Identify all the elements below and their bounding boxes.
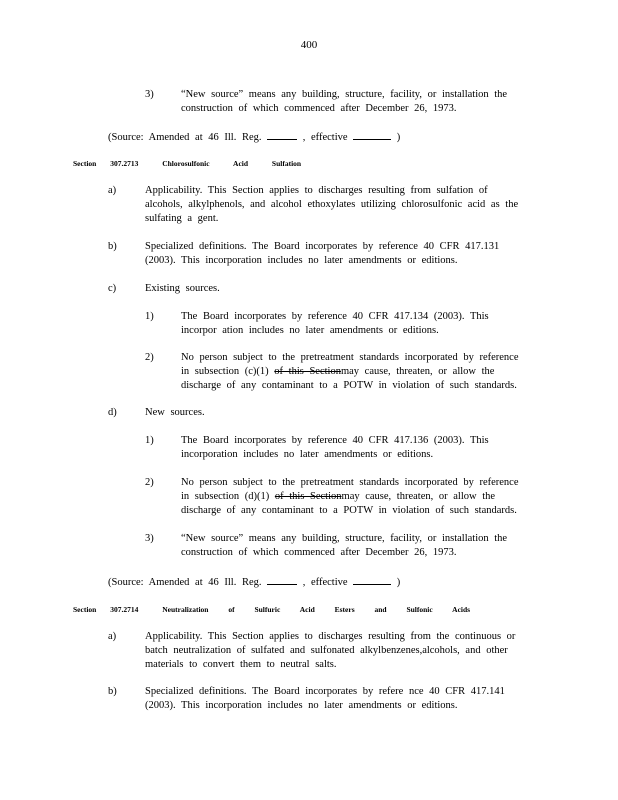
item-label: b) [108,241,117,252]
item-label: b) [108,686,117,697]
blank-line [267,129,297,140]
blank-line [353,574,391,585]
section-heading: Section 307.2713 Chlorosulfonic Acid Sulfation [73,159,302,168]
paragraph: Applicability. This Section applies to discharges resulting from the continuous or batch neutralization of sulfated and sulfonated alkylbenzenes,alcohols, and other materials to convert them to neutral salts. [145,631,516,670]
page-number: 400 [300,39,318,51]
paragraph: The Board incorporates by reference 40 CFR 417.136 (2003). This incorporation includes no later amendments or editions. [181,435,489,460]
paragraph: “New source” means any building, structure, facility, or installation the construction of which commenced after December 26, 1973. [181,533,508,558]
source-note: (Source: Amended at 46 Ill. Reg. , effective ) [108,574,428,590]
item-label: 2) [145,477,154,488]
item-label: 1) [145,311,154,322]
blank-line [267,574,297,585]
item-label: 1) [145,435,154,446]
item-label: 3) [145,533,154,544]
text-line: “New source” means any building, structure, facility, or installation the [181,89,508,100]
paragraph: The Board incorporates by reference 40 CFR 417.134 (2003). This incorpor ation includes no later amendments or editions. [181,311,489,336]
paragraph: Specialized definitions. The Board incorporates by refere nce 40 CFR 417.141 (2003). This incorporation includes no later amendments or editions. [145,686,505,711]
text-line: construction of which commenced after December 26, 1973. [181,103,457,114]
subheading: Existing sources. [145,283,220,294]
paragraph [181,88,524,116]
subheading: New sources. [145,407,205,418]
item-label: a) [108,185,117,196]
paragraph: Specialized definitions. The Board incorporates by reference 40 CFR 417.131 (2003). This incorporation includes no later amendments or editions. [145,241,500,266]
struck-text: of this Section [274,366,341,377]
item-label: 2) [145,352,154,363]
paragraph: No person subject to the pretreatment standards incorporated by reference in subsection (c)(1) of this Sectionmay cause, threaten, or allow the discharge of any contaminant to a POTW in violation of such standards. [181,352,519,391]
item-label: d) [108,407,117,418]
item-label: a) [108,631,117,642]
struck-text: of this Section [274,491,342,502]
section-heading: Section 307.2714 Neutralization of Sulfuric Acid Esters and Sulfonic Acids [73,605,471,614]
item-label: 3) [145,89,154,100]
paragraph: Applicability. This Section applies to discharges resulting from sulfation of alcohols, alkylphenols, and alcohol ethoxylates utilizing chlorosulfonic acid as the sulfating a gent. [145,185,519,224]
paragraph: No person subject to the pretreatment standards incorporated by reference in subsection (d)(1) of this Sectionmay cause, threaten, or allow the discharge of any contaminant to a POTW in violation of such standards. [181,477,519,516]
item-label: c) [108,283,117,294]
source-note: (Source: Amended at 46 Ill. Reg. , effective ) [108,129,428,145]
blank-line [353,129,391,140]
